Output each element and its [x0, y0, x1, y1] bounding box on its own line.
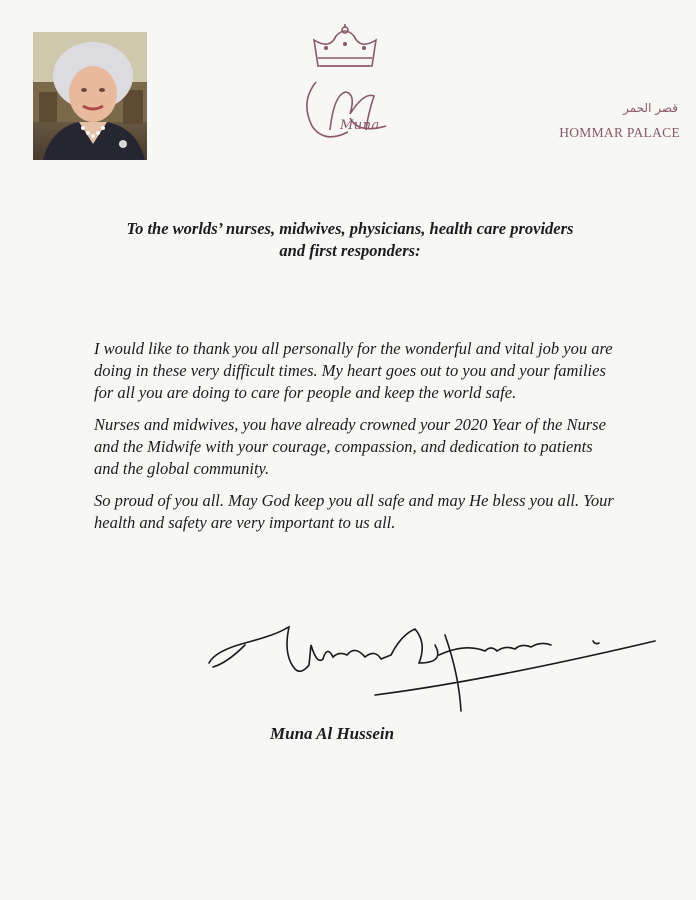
signer-name: Muna Al Hussein: [270, 724, 395, 743]
salutation-line-1: To the worlds’ nurses, midwives, physicians, health care providers: [126, 219, 574, 238]
handwritten-signature: [205, 615, 660, 715]
salutation: [40, 218, 660, 262]
portrait-photo: [33, 32, 147, 160]
emblem-name: Muna: [340, 118, 380, 133]
palace-name-arabic: قصر الحمر: [623, 101, 678, 115]
palace-name-english: HOMMAR PALACE: [559, 125, 680, 140]
body-paragraph-2: Nurses and midwives, you have already crowned your 2020 Year of the Nurse and the Midwife with your courage, compassion, and dedication to patients and the global community.: [94, 415, 606, 478]
body-paragraph-1: I would like to thank you all personally for the wonderful and vital job you are doing in these very difficult times. My heart goes out to you and your families for all you are doing to care for people and keep the world safe.: [94, 339, 613, 402]
letter-body: [94, 338, 614, 544]
body-paragraph-3: So proud of you all. May God keep you all safe and may He bless you all. Your health and safety are very important to us all.: [94, 491, 614, 532]
salutation-line-2: and first responders:: [279, 241, 421, 260]
